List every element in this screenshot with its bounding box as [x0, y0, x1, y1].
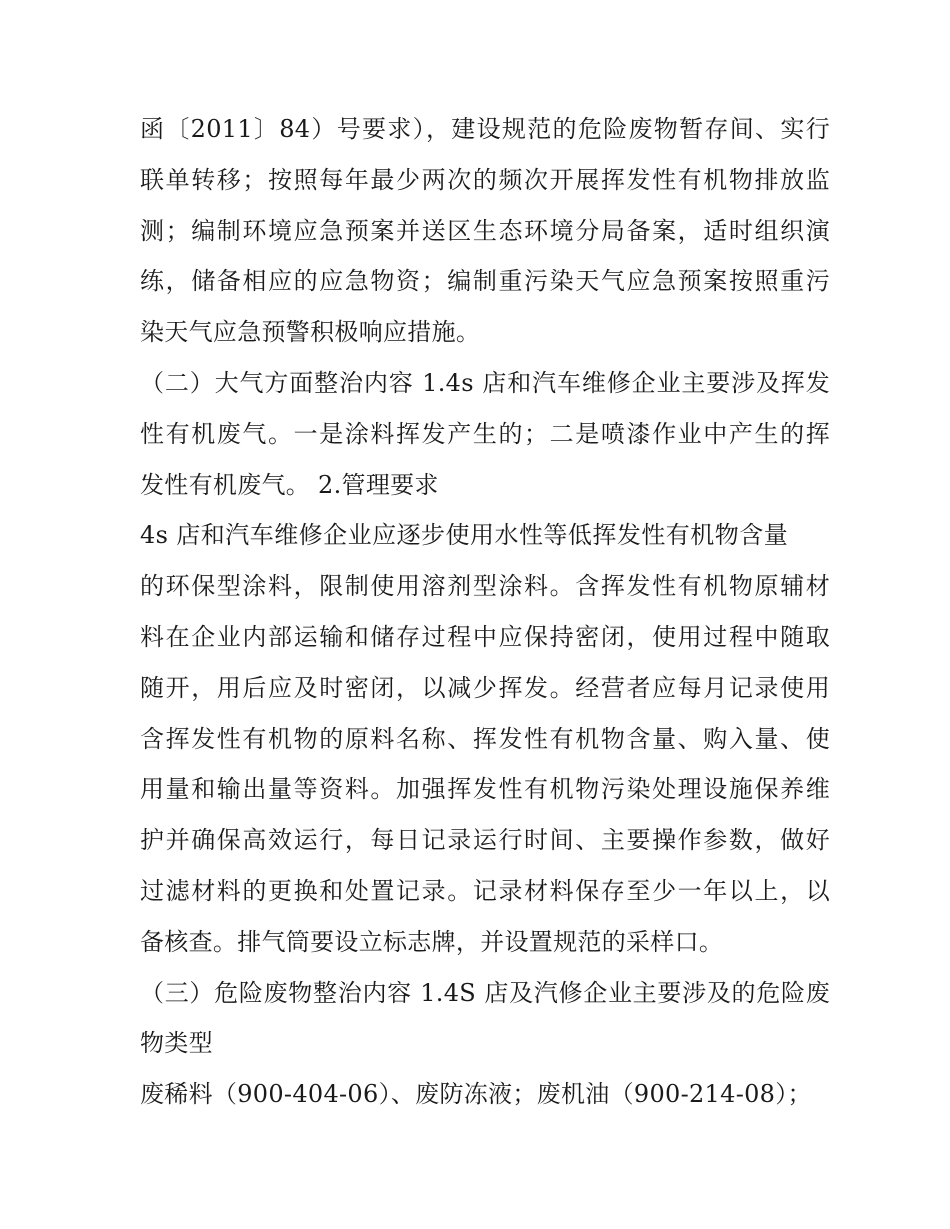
text-line: 备核查。排气筒要设立标志牌，并设置规范的采样口。	[140, 927, 724, 956]
text-line: 过滤材料的更换和处置记录。记录材料保存至少一年以上，以	[140, 876, 830, 905]
section-heading-line: （三）危险废物整治内容 1.4S 店及汽修企业主要涉及的危险废	[140, 978, 830, 1007]
text-line: 护并确保高效运行，每日记录运行时间、主要操作参数，做好	[140, 826, 830, 855]
text-line: 物类型	[140, 1029, 213, 1058]
text-line: 发性有机废气。 2.管理要求	[140, 470, 439, 499]
text-line: 测；编制环境应急预案并送区生态环境分局备案，适时组织演	[140, 216, 830, 245]
text-line: 用量和输出量等资料。加强挥发性有机物污染处理设施保养维	[140, 775, 830, 804]
text-line: 废稀料（900-404-06）、废防冻液；废机油（900-214-08）；	[140, 1080, 812, 1109]
text-line: 随开，用后应及时密闭，以减少挥发。经营者应每月记录使用	[140, 673, 830, 702]
text-line: 的环保型涂料，限制使用溶剂型涂料。含挥发性有机物原辅材	[140, 572, 830, 601]
text-line: 含挥发性有机物的原料名称、挥发性有机物含量、购入量、使	[140, 724, 830, 753]
text-line: 料在企业内部运输和储存过程中应保持密闭，使用过程中随取	[140, 622, 830, 651]
section-heading-line: （二）大气方面整治内容 1.4s 店和汽车维修企业主要涉及挥发	[140, 368, 830, 397]
text-line: 染天气应急预警积极响应措施。	[140, 318, 481, 347]
text-line: 练，储备相应的应急物资；编制重污染天气应急预案按照重污	[140, 267, 830, 296]
text-line: 性有机废气。一是涂料挥发产生的；二是喷漆作业中产生的挥	[140, 419, 830, 448]
text-line: 联单转移；按照每年最少两次的频次开展挥发性有机物排放监	[140, 165, 830, 194]
text-line: 函〔2011〕84）号要求），建设规范的危险废物暂存间、实行	[140, 115, 830, 143]
text-line: 4s 店和汽车维修企业应逐步使用水性等低挥发性有机物含量	[140, 521, 788, 550]
body-text	[140, 104, 830, 1120]
